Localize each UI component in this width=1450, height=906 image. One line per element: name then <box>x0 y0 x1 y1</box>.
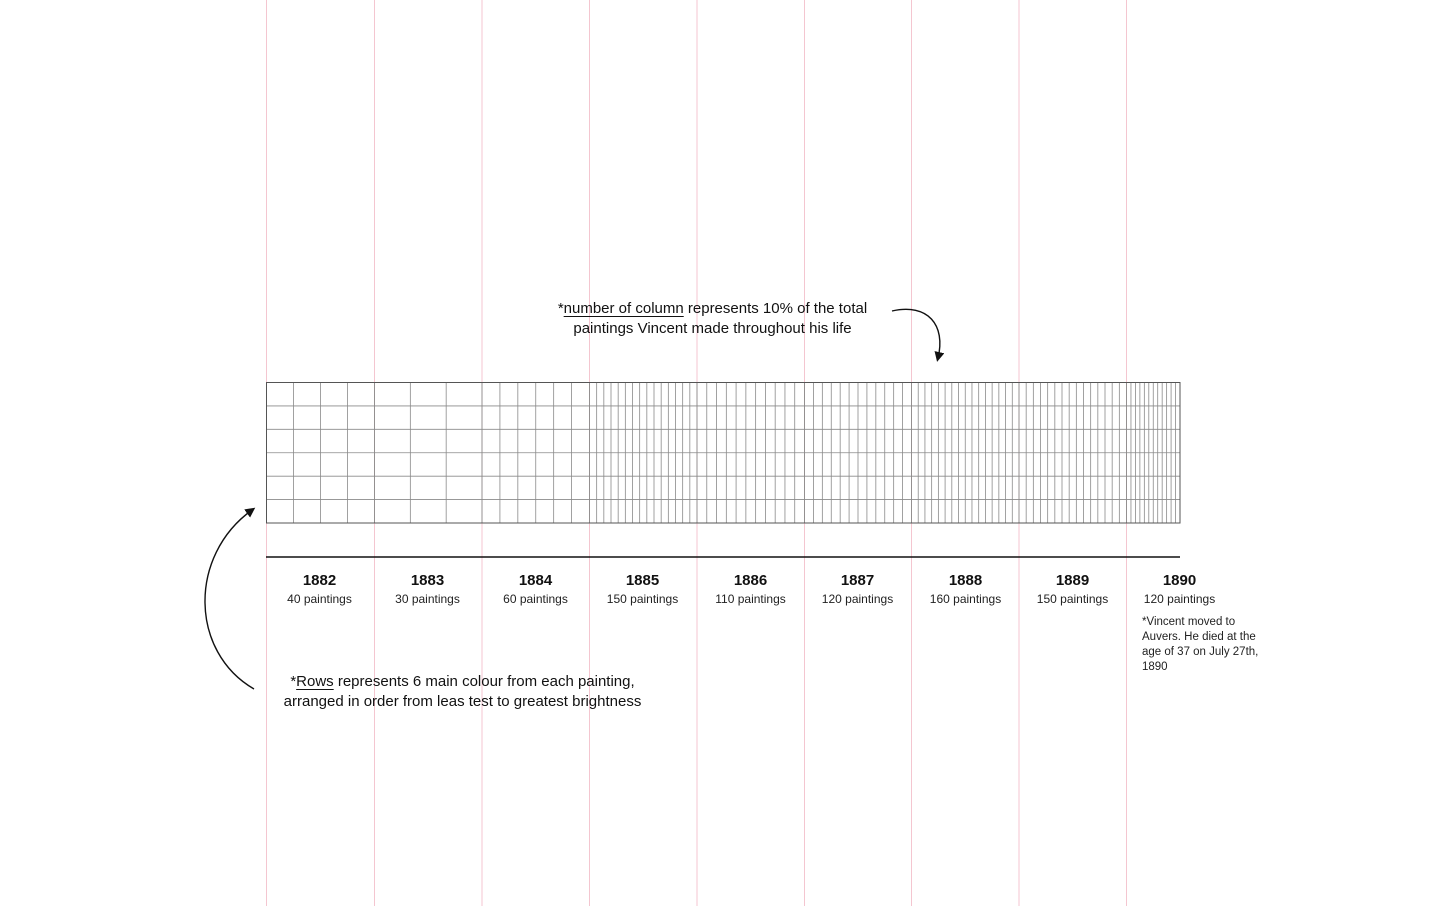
year-label <box>589 571 696 607</box>
year-text: 1882 <box>302 572 337 589</box>
columns-note-rest: represents 10% of the total <box>683 300 868 317</box>
painting-grid <box>267 383 1181 524</box>
year-label <box>912 571 1019 607</box>
year-label <box>804 571 911 607</box>
paintings-count: 150 paintings <box>606 592 679 606</box>
rows-note <box>250 672 675 712</box>
columns-note-underlined: number of column <box>563 300 684 317</box>
year-label <box>374 571 481 607</box>
year-text: 1885 <box>625 572 660 589</box>
death-note: *Vincent moved to Auvers. He died at the age of 37 on July 27th, 1890 <box>1142 616 1259 673</box>
year-text: 1890 <box>1162 572 1197 589</box>
paintings-count: 110 paintings <box>715 592 786 606</box>
rows-note-underlined: Rows <box>296 673 334 690</box>
rows-note-prefix: * <box>290 673 297 690</box>
columns-note-prefix: * <box>557 300 564 317</box>
year-text: 1887 <box>840 572 875 589</box>
rows-note-arrow <box>205 510 254 689</box>
paintings-count: 60 paintings <box>503 592 568 606</box>
year-text: 1884 <box>518 572 553 589</box>
year-text: 1883 <box>410 572 445 589</box>
rows-note-rest: represents 6 main colour from each painting, <box>333 673 635 690</box>
year-text: 1888 <box>948 572 983 589</box>
paintings-count: 150 paintings <box>1036 592 1109 606</box>
columns-note <box>500 299 925 339</box>
columns-note-line2: paintings Vincent made throughout his life <box>573 320 852 337</box>
year-label <box>482 571 589 607</box>
paintings-count: 120 paintings <box>1143 592 1216 606</box>
paintings-count: 30 paintings <box>395 592 460 606</box>
paintings-count: 160 paintings <box>929 592 1002 606</box>
paintings-count: 120 paintings <box>821 592 894 606</box>
year-label <box>1019 571 1126 607</box>
year-label <box>1126 571 1233 607</box>
year-text: 1889 <box>1055 572 1090 589</box>
year-label <box>697 571 804 607</box>
year-label <box>266 571 373 607</box>
year-text: 1886 <box>733 572 768 589</box>
paintings-count: 40 paintings <box>287 592 352 606</box>
rows-note-line2: arranged in order from leas test to greatest brightness <box>283 693 642 710</box>
